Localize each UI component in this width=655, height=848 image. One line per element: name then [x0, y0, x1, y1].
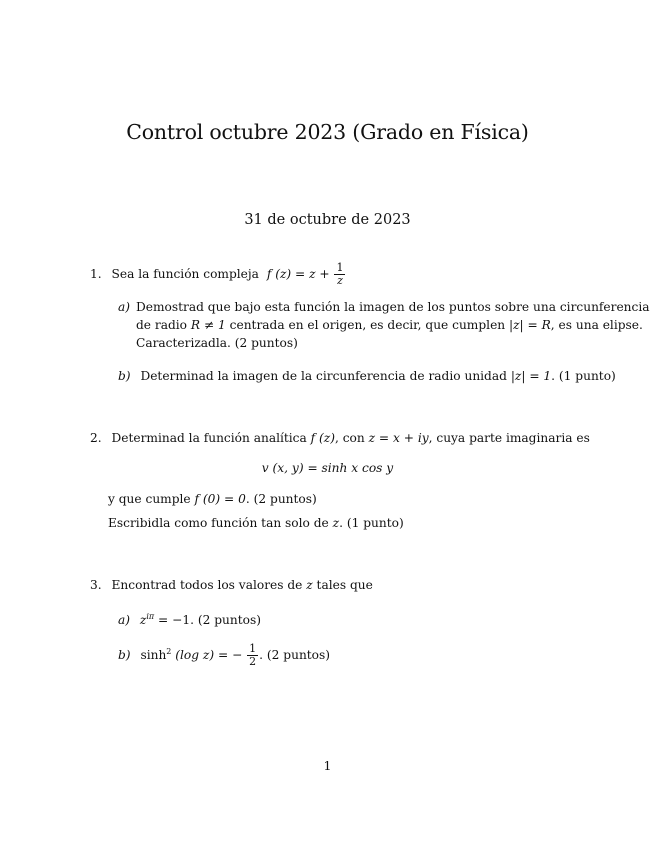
- problem-1b-post: . (1 punto): [551, 369, 616, 383]
- problem-3: [90, 576, 373, 594]
- problem-2-line1-post: , cuya parte imaginaria es: [428, 431, 590, 445]
- problem-3b-function: sinh: [140, 648, 167, 662]
- problem-3a-label: a): [118, 613, 131, 627]
- problem-1-f-expr: f (z) = z +: [266, 267, 330, 281]
- problem-1-intro: Sea la función compleja: [111, 267, 259, 281]
- problem-1a-line2-post: , es una elipse.: [550, 318, 643, 332]
- problem-3-intro-pre: Encontrad todos los valores de: [111, 578, 303, 592]
- problem-1a-line2-pre: de radio: [136, 318, 188, 332]
- fraction-numerator: 1: [249, 642, 257, 655]
- problem-1-function: [267, 267, 330, 281]
- problem-1b-label: b): [118, 369, 131, 383]
- fraction-denominator: 2: [249, 655, 257, 668]
- problem-1-number: 1.: [90, 267, 102, 281]
- problem-2-math-z: z = x + iy: [368, 431, 429, 445]
- problem-2-line3-post: . (1 punto): [339, 516, 404, 530]
- problem-3b-exponent: 2: [166, 647, 172, 656]
- problem-1: [90, 262, 346, 287]
- problem-1a-math-modulus: |z| = R: [509, 318, 551, 332]
- problem-1a-math-radius: R ≠ 1: [190, 318, 226, 332]
- problem-1b: [118, 367, 616, 385]
- problem-2-line2-math: f (0) = 0: [194, 492, 246, 506]
- problem-2-number: 2.: [90, 431, 102, 445]
- problem-1a-line1: Demostrad que bajo esta función la imagen de los puntos sobre una circunferencia: [136, 300, 650, 314]
- problem-3a-base: z: [139, 613, 147, 627]
- problem-2-function: f (z): [310, 431, 335, 445]
- problem-2: [90, 429, 590, 447]
- problem-3a: [118, 608, 261, 629]
- problem-3a-rest: = −1. (2 puntos): [158, 613, 261, 627]
- problem-3a-exponent: iπ: [146, 612, 155, 621]
- problem-3-number: 3.: [90, 578, 102, 592]
- document-date: 31 de octubre de 2023: [244, 212, 411, 228]
- problem-1-fraction: [334, 262, 345, 287]
- problem-1b-math: |z| = 1: [510, 369, 552, 383]
- problem-3b-post: . (2 puntos): [259, 648, 331, 662]
- problem-3-intro-math: z: [306, 578, 313, 592]
- problem-2-line3-math: z: [332, 516, 340, 530]
- problem-3b-label: b): [118, 648, 131, 662]
- problem-2-line3: [108, 514, 404, 532]
- problem-3b: [118, 643, 330, 668]
- problem-2-line2-pre: y que cumple: [108, 492, 191, 506]
- problem-1a-line2: [136, 316, 643, 334]
- problem-1b-text: Determinad la imagen de la circunferencia de radio unidad: [140, 369, 507, 383]
- problem-2-equation: [0, 459, 655, 477]
- problem-2-line1-mid: , con: [334, 431, 365, 445]
- problem-1a-line3: Caracterizadla. (2 puntos): [136, 336, 298, 350]
- problem-2-equation-text: v (x, y) = sinh x cos y: [261, 461, 394, 475]
- problem-2-line2-post: . (2 puntos): [245, 492, 317, 506]
- problem-3b-argument: (log z) = −: [175, 648, 243, 662]
- problem-1a-label: a): [118, 300, 131, 314]
- problem-1a-line2-mid: centrada en el origen, es decir, que cumplen: [229, 318, 506, 332]
- fraction-denominator: z: [337, 274, 343, 287]
- problem-2-line1-pre: Determinad la función analítica: [111, 431, 307, 445]
- page-number: 1: [323, 758, 332, 773]
- problem-3b-fraction: [247, 643, 258, 668]
- problem-2-line2: [108, 490, 317, 508]
- document-title: Control octubre 2023 (Grado en Física): [126, 120, 529, 144]
- problem-3-intro-post: tales que: [316, 578, 373, 592]
- problem-2-line3-pre: Escribidla como función tan solo de: [108, 516, 329, 530]
- fraction-numerator: 1: [336, 261, 344, 274]
